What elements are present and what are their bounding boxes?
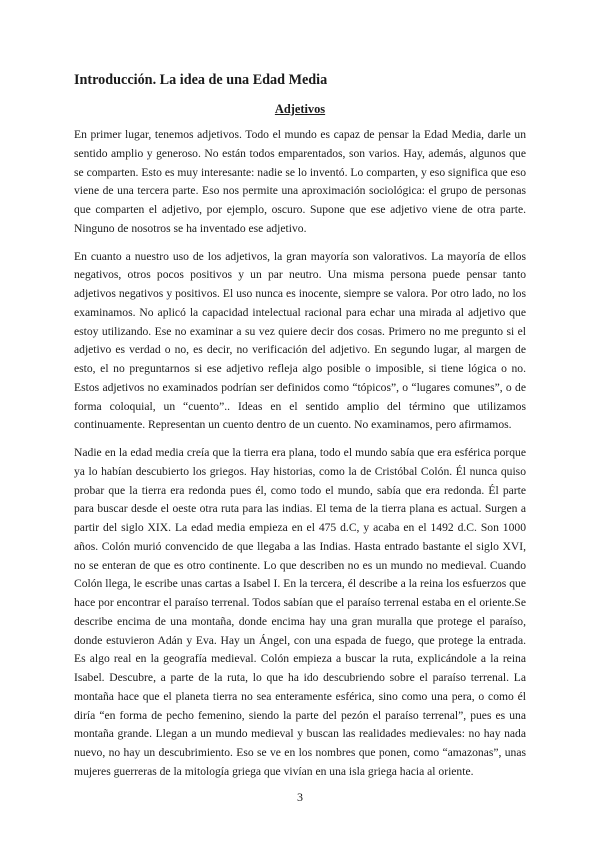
paragraph: Nadie en la edad media creía que la tierra era plana, todo el mundo sabía que era esférica porque ya lo habían descubierto los griegos. Hay historias, como la de Cristóbal Colón. Él nunca quiso probar que la tierra era redonda pues él, como todo el mundo, sabía que era redonda. Él parte para buscar desde el oeste otra ruta para las indias. El tema de la tierra plana es actual. Surgen a partir del siglo XIX. La edad media empieza en el 475 d.C, y acaba en el 1492 d.C. Son 1000 años. Colón murió convencido de que llegaba a las Indias. Hasta entrado bastante el siglo XVI, no se enteran de que es otro continente. Lo que describen no es un mundo no medieval. Cuando Colón llega, le escribe unas cartas a Isabel I. En la tercera, él describe a la reina los esfuerzos que hace por encontrar el paraíso terrenal. Todos sabían que el paraíso terrenal estaba en el oriente.Se describe encima de una montaña, donde encima hay una gran muralla que protege el paraíso, donde estuvieron Adán y Eva. Hay un Ángel, con una espada de fuego, que protege la entrada. Es algo real en la geografía medieval. Colón empieza a buscar la ruta, explicándole a la reina Isabel. Descubre, a parte de la ruta, lo que ha ido descubriendo sobre el paraíso terrenal. La montaña hace que el planeta tierra no sea enteramente esférica, sino como una pera, o como él diría “en forma de pecho femenino, siendo la parte del pezón el paraíso terrenal”, pues es una montaña grande. Llegan a un mundo medieval y buscan las realidades medievales: no hay nada nuevo, no hay un descubrimiento. Eso se ve en los nombres que ponen, como “amazonas”, unas mujeres guerreras de la mitología griega que vivían en una isla griega hacia al oriente. bbox=[74, 446, 526, 778]
page-number: 3 bbox=[297, 790, 303, 804]
paragraph: En primer lugar, tenemos adjetivos. Todo el mundo es capaz de pensar la Edad Media, darle un sentido amplio y generoso. No están todos emparentados, son varios. Hay, además, algunos que se comparten. Esto es muy interesante: nadie se lo inventó. Lo comparten, y eso significa que eso viene de una tercera parte. Eso nos permite una aproximación sociológica: el grupo de personas que comparten el adjetivo, por ejemplo, oscuro. Supone que ese adjetivo viene de otra parte. Ninguno de nosotros se ha inventado ese adjetivo. bbox=[74, 128, 526, 235]
page-title: Introducción. La idea de una Edad Media bbox=[74, 72, 328, 88]
section-heading: Adjetivos bbox=[274, 102, 326, 116]
body-text bbox=[74, 126, 526, 791]
paragraph: En cuanto a nuestro uso de los adjetivos, la gran mayoría son valorativos. La mayoría de ellos negativos, otros pocos positivos y un par neutro. Una misma persona puede pensar tanto adjetivos negativos y positivos. El uso nunca es inocente, siempre se valora. Por otro lado, no los examinamos. No aplicó la capacidad intelectual racional para echar una mirada al adjetivo que estoy utilizando. Ese no examinar a su vez quiere decir dos cosas. Primero no me pregunto si el adjetivo es verdad o no, es decir, no verificación del adjetivo. En segundo lugar, al margen de esto, el no preguntarnos si ese adjetivo refleja algo posible o imposible, si tiene lógica o no. Estos adjetivos no examinados podrían ser definidos como “tópicos”, o “lugares comunes”, o de forma coloquial, un “cuento”.. Ideas en el sentido amplio del término que utilizamos continuamente. Representan un cuento dentro de un cuento. No examinamos, pero afirmamos. bbox=[74, 249, 526, 432]
